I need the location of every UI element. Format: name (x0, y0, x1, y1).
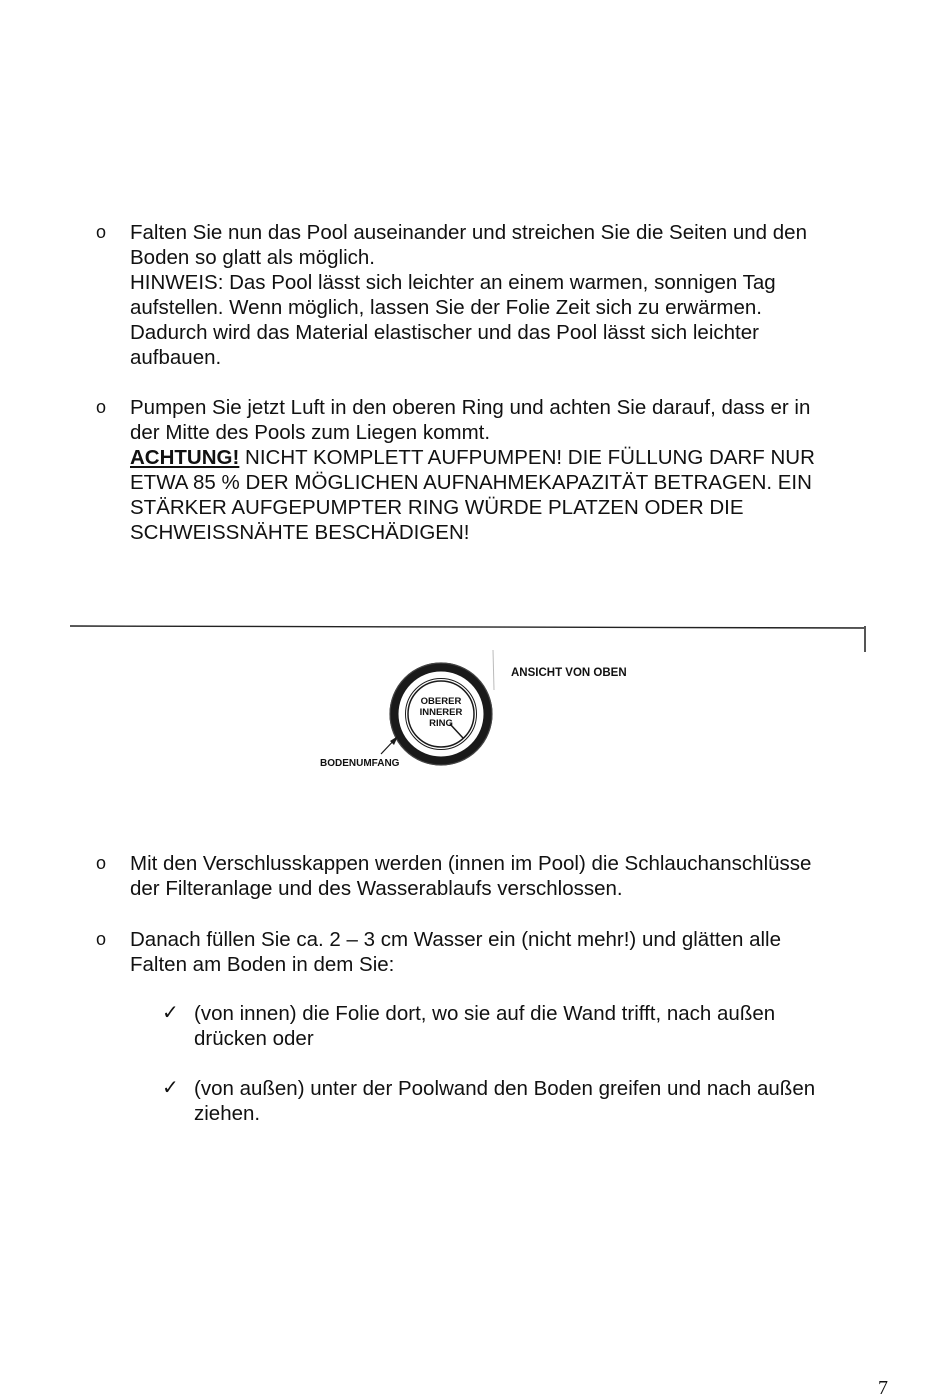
checkmark-icon: ✓ (162, 1002, 179, 1024)
text-line: (von innen) die Folie dort, wo sie auf die Wand trifft, nach außen (194, 1002, 776, 1025)
text-line: Mit den Verschlusskappen werden (innen im Pool) die Schlauchanschlüsse (130, 852, 812, 875)
page-number: 7 (878, 1377, 888, 1399)
text-line: ziehen. (194, 1102, 261, 1125)
pool-top-view-figure (68, 618, 868, 808)
checkmark-icon: ✓ (162, 1077, 179, 1099)
hint-line: aufstellen. Wenn möglich, lassen Sie der Folie Zeit sich zu erwärmen. (130, 296, 762, 319)
text-line: der Mitte des Pools zum Liegen kommt. (130, 421, 491, 444)
text-line: Pumpen Sie jetzt Luft in den oberen Ring und achten Sie darauf, dass er in (130, 396, 811, 419)
warning-text: NICHT KOMPLETT AUFPUMPEN! DIE FÜLLUNG DARF NUR (239, 446, 815, 469)
inner-ring-label-line: INNERER (419, 707, 463, 718)
hint-line: HINWEIS: Das Pool lässt sich leichter an einem warmen, sonnigen Tag (130, 271, 776, 294)
text-line: Danach füllen Sie ca. 2 – 3 cm Wasser ein (nicht mehr!) und glätten alle (130, 928, 782, 951)
floor-circumference-label: BODENUMFANG (320, 758, 400, 769)
warning-label: ACHTUNG! (130, 446, 240, 469)
text-line: drücken oder (194, 1027, 314, 1050)
bullet-marker: o (96, 929, 107, 949)
warning-line: ETWA 85 % DER MÖGLICHEN AUFNAHMEKAPAZITÄT BETRAGEN. EIN (130, 471, 812, 494)
bullet-marker: o (96, 397, 107, 417)
warning-line (130, 445, 870, 470)
check-item-text (194, 1001, 874, 1051)
hint-line: Dadurch wird das Material elastischer und das Pool lässt sich leichter (130, 321, 759, 344)
check-item-text (194, 1076, 874, 1126)
hint-line: aufbauen. (130, 346, 222, 369)
inner-ring-label-line: RING (429, 718, 453, 729)
text-line: (von außen) unter der Poolwand den Boden greifen und nach außen (194, 1077, 816, 1100)
instruction-text (130, 220, 870, 370)
text-line: Falten am Boden in dem Sie: (130, 953, 395, 976)
bullet-marker: o (96, 853, 107, 873)
text-line: Boden so glatt als möglich. (130, 246, 375, 269)
text-line: der Filteranlage und des Wasserablaufs verschlossen. (130, 877, 623, 900)
instruction-text (130, 395, 870, 545)
instruction-text (130, 851, 870, 901)
bullet-marker: o (96, 222, 107, 242)
inner-ring-label-line: OBERER (420, 696, 462, 707)
warning-line: SCHWEISSNÄHTE BESCHÄDIGEN! (130, 521, 470, 544)
warning-line: STÄRKER AUFGEPUMPTER RING WÜRDE PLATZEN ODER DIE (130, 496, 744, 519)
view-label: ANSICHT VON OBEN (511, 667, 627, 679)
instruction-text (130, 927, 870, 977)
text-line: Falten Sie nun das Pool auseinander und streichen Sie die Seiten und den (130, 221, 807, 244)
